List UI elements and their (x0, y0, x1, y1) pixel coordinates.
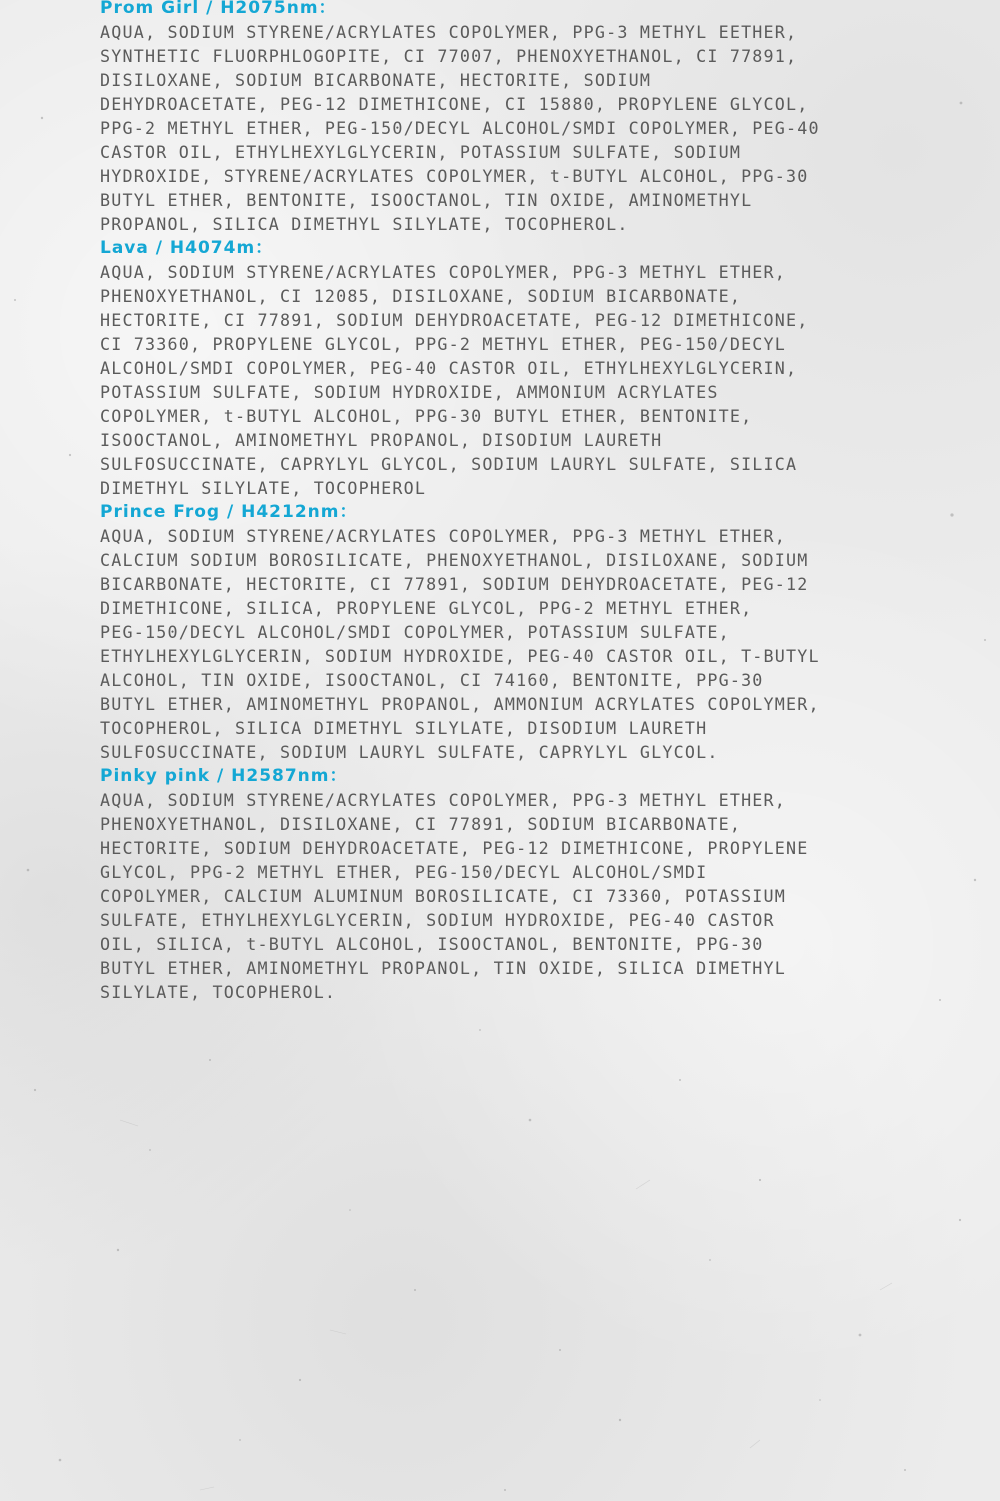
product-section-prom-girl (100, 0, 960, 236)
ingredients-list: AQUA, SODIUM STYRENE/ACRYLATES COPOLYMER, PPG-3 METHYL ETHER, PHENOXYETHANOL, CI 12085, DISILOXANE, SODIUM BICARBONATE, HECTORITE, CI 77891, SODIUM DEHYDROACETATE, PEG-12 DIMETHICONE, CI 73360, PROPYLENE GLYCOL, PPG-2 METHYL ETHER, PEG-150/DECYL ALCOHOL/SMDI COPOLYMER, PEG-40 CASTOR OIL, ETHYLHEXYLGLYCERIN, POTASSIUM SULFATE, SODIUM HYDROXIDE, AMMONIUM ACRYLATES COPOLYMER, t-BUTYL ALCOHOL, PPG-30 BUTYL ETHER, BENTONITE, ISOOCTANOL, AMINOMETHYL PROPANOL, DISODIUM LAURETH SULFOSUCCINATE, CAPRYLYL GLYCOL, SODIUM LAURYL SULFATE, SILICA DIMETHYL SILYLATE, TOCOPHEROL (100, 262, 809, 498)
ingredients-list: AQUA, SODIUM STYRENE/ACRYLATES COPOLYMER, PPG-3 METHYL ETHER, PHENOXYETHANOL, DISILOXANE, CI 77891, SODIUM BICARBONATE, HECTORITE, SODIUM DEHYDROACETATE, PEG-12 DIMETHICONE, PROPYLENE GLYCOL, PPG-2 METHYL ETHER, PEG-150/DECYL ALCOHOL/SMDI COPOLYMER, CALCIUM ALUMINUM BOROSILICATE, CI 73360, POTASSIUM SULFATE, ETHYLHEXYLGLYCERIN, SODIUM HYDROXIDE, PEG-40 CASTOR OIL, SILICA, t-BUTYL ALCOHOL, ISOOCTANOL, BENTONITE, PPG-30 BUTYL ETHER, AMINOMETHYL PROPANOL, TIN OXIDE, SILICA DIMETHYL SILYLATE, TOCOPHEROL. (100, 790, 809, 1002)
product-heading: Prom Girl / H2075nm： (100, 0, 337, 18)
product-section-pinky-pink (100, 764, 960, 1004)
product-heading: Prince Frog / H4212nm： (100, 502, 358, 522)
product-heading: Lava / H4074m： (100, 238, 274, 258)
product-section-prince-frog (100, 500, 960, 764)
ingredients-document (100, 0, 960, 1004)
ingredients-list: AQUA, SODIUM STYRENE/ACRYLATES COPOLYMER, PPG-3 METHYL ETHER, CALCIUM SODIUM BOROSILICATE, PHENOXYETHANOL, DISILOXANE, SODIUM BICARBONATE, HECTORITE, CI 77891, SODIUM DEHYDROACETATE, PEG-12 DIMETHICONE, SILICA, PROPYLENE GLYCOL, PPG-2 METHYL ETHER, PEG-150/DECYL ALCOHOL/SMDI COPOLYMER, POTASSIUM SULFATE, ETHYLHEXYLGLYCERIN, SODIUM HYDROXIDE, PEG-40 CASTOR OIL, T-BUTYL ALCOHOL, TIN OXIDE, ISOOCTANOL, CI 74160, BENTONITE, PPG-30 BUTYL ETHER, AMINOMETHYL PROPANOL, AMMONIUM ACRYLATES COPOLYMER, TOCOPHEROL, SILICA DIMETHYL SILYLATE, DISODIUM LAURETH SULFOSUCCINATE, SODIUM LAURYL SULFATE, CAPRYLYL GLYCOL. (100, 526, 820, 762)
product-heading: Pinky pink / H2587nm： (100, 766, 348, 786)
ingredients-list: AQUA, SODIUM STYRENE/ACRYLATES COPOLYMER, PPG-3 METHYL EETHER, SYNTHETIC FLUORPHLOGOPITE, CI 77007, PHENOXYETHANOL, CI 77891, DISILOXANE, SODIUM BICARBONATE, HECTORITE, SODIUM DEHYDROACETATE, PEG-12 DIMETHICONE, CI 15880, PROPYLENE GLYCOL, PPG-2 METHYL ETHER, PEG-150/DECYL ALCOHOL/SMDI COPOLYMER, PEG-40 CASTOR OIL, ETHYLHEXYLGLYCERIN, POTASSIUM SULFATE, SODIUM HYDROXIDE, STYRENE/ACRYLATES COPOLYMER, t-BUTYL ALCOHOL, PPG-30 BUTYL ETHER, BENTONITE, ISOOCTANOL, TIN OXIDE, AMINOMETHYL PROPANOL, SILICA DIMETHYL SILYLATE, TOCOPHEROL. (100, 22, 820, 234)
product-section-lava (100, 236, 960, 500)
